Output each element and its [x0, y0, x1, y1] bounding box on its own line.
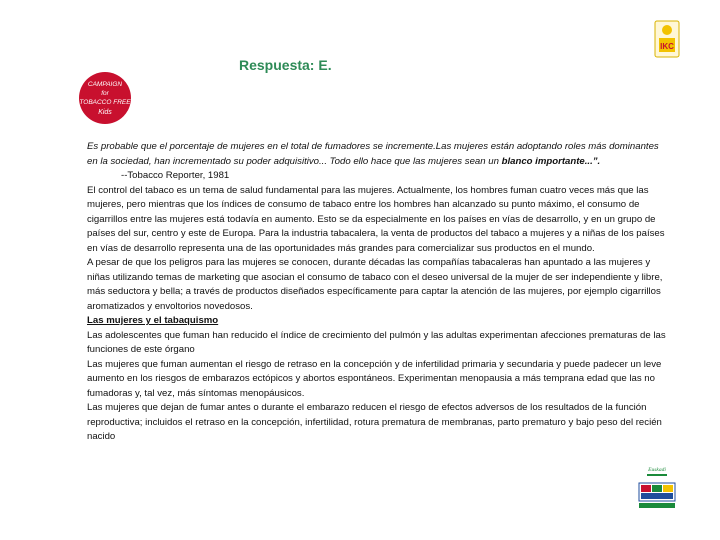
quote — [87, 140, 671, 184]
campaign-tobacco-free-kids-logo — [78, 70, 132, 126]
paragraph-4: Las mujeres que fuman aumentan el riesgo de retraso en la concepción y de infertilidad primaria y secundaria y puede padecer un leve aumento en los riesgos de embarazos ectópicos y abortos espontáneos. Experimentan menopausia a más temprana edad que las no fumadoras y, tal vez, más síntomas menopáusicos. — [87, 358, 662, 399]
paragraph-2: A pesar de que los peligros para las mujeres se conocen, durante décadas las compañías tabacaleras han apuntado a las mujeres y niñas utilizando temas de marketing que asocian el consumo de tabaco con el deseo universal de la mujer de ser independiente y libre, más seductora y bella; a través de productos diseñados específicamente para captar la atención de las mujeres, por ejemplo cigarrillos aromatizados y envoltorios novedosos. — [87, 257, 663, 312]
main-content — [87, 140, 671, 445]
svg-text:Euskadi: Euskadi — [648, 467, 666, 473]
svg-text:for: for — [101, 90, 109, 97]
ikc-logo — [654, 20, 680, 58]
quote-tail: blanco importante...”. — [501, 155, 601, 167]
section-heading: Las mujeres y el tabaquismo — [87, 315, 219, 326]
paragraph-5: Las mujeres que dejan de fumar antes o durante el embarazo reducen el riesgo de efectos adversos de los resultados de la función reproductiva; incluidos el retraso en la concepción, infertilidad, rotura prematura de membranas, parto prematuro y bajo peso del recién nacido — [87, 402, 662, 442]
quote-source: --Tobacco Reporter, 1981 — [121, 170, 230, 181]
svg-text:IKC: IKC — [660, 42, 674, 51]
paragraph-3: Las adolescentes que fuman han reducido el índice de crecimiento del pulmón y las adultas experimentan afecciones prematuras de las funciones de este órgano — [87, 329, 666, 355]
euskadi-government-logo — [633, 465, 681, 511]
page-title: Respuesta: E. — [239, 57, 332, 73]
svg-text:CAMPAIGN: CAMPAIGN — [87, 81, 123, 88]
svg-text:Kids: Kids — [98, 109, 112, 116]
paragraph-1: El control del tabaco es un tema de salud fundamental para las mujeres. Actualmente, los hombres fuman cuatro veces más que las mujeres, pero mientras que los índices de consumo de tabaco entre los hombres han alcanzado su punto máximo, el consumo de cigarrillos entre las mujeres está todavía en aumento. Esto se da especialmente en los países en vías de desarrollo, y en un grupo de países del sur, centro y este de Europa. Para la industria tabacalera, la venta de productos del tabaco a mujeres y a niñas de los países en vías de desarrollo representa una de las oportunidades más grandes para comercializar sus productos en el mundo. — [87, 184, 665, 254]
svg-text:TOBACCO FREE: TOBACCO FREE — [79, 99, 131, 106]
quote-text: Es probable que el porcentaje de mujeres en el total de fumadores se incremente.Las mujeres están adoptando roles más dominantes en la sociedad, han incrementado su poder adquisitivo... Todo ello hace que las mujeres sean un — [87, 141, 659, 167]
